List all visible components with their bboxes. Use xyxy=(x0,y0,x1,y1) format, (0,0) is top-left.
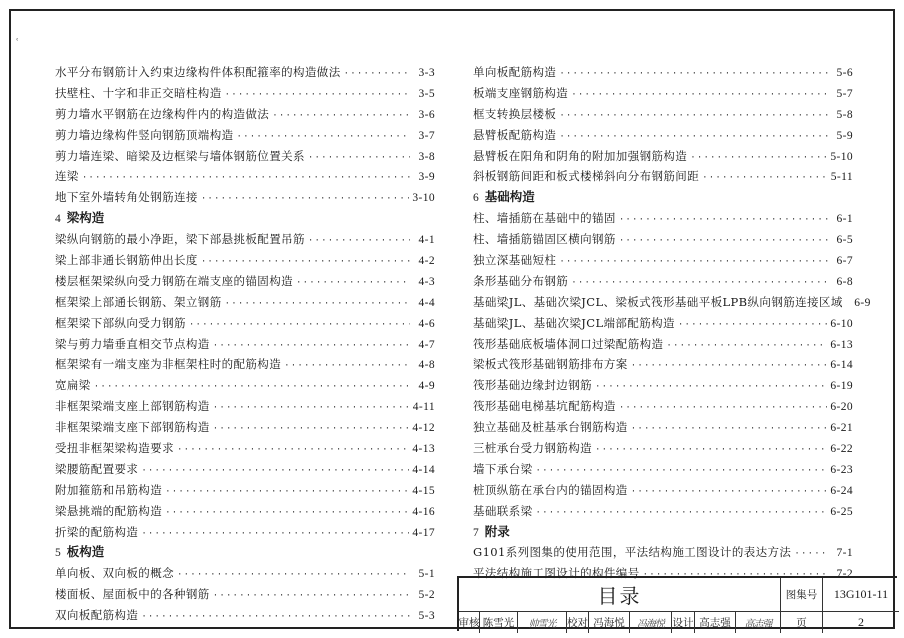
toc-entry[interactable] xyxy=(55,438,435,459)
dot-leader xyxy=(619,398,828,419)
dot-leader xyxy=(536,503,828,524)
title-block xyxy=(457,576,897,631)
entry-title: 条形基础分布钢筋 xyxy=(473,273,569,288)
entry-page: 5-1 xyxy=(418,568,435,581)
section-title: 附录 xyxy=(484,523,510,539)
toc-entry[interactable] xyxy=(55,83,435,104)
entry-page: 3-10 xyxy=(412,192,435,205)
entry-page: 4-2 xyxy=(418,255,435,268)
dot-leader xyxy=(165,482,409,503)
section-number: 4 xyxy=(55,213,61,226)
toc-entry[interactable] xyxy=(473,459,853,480)
dot-leader xyxy=(536,461,828,482)
dot-leader xyxy=(619,210,828,231)
entry-page: 5-11 xyxy=(830,171,853,184)
toc-entry[interactable] xyxy=(55,229,435,250)
toc-entry[interactable] xyxy=(473,313,853,334)
toc-entry[interactable] xyxy=(55,292,435,313)
dot-leader xyxy=(690,148,827,169)
toc-entry[interactable] xyxy=(473,271,853,292)
entry-title: 折梁的配筋构造 xyxy=(55,524,139,539)
toc-entry[interactable] xyxy=(473,166,853,187)
toc-entry[interactable] xyxy=(473,375,853,396)
toc-entry[interactable] xyxy=(55,334,435,355)
entry-page: 6-19 xyxy=(830,380,853,393)
entry-title: 桩顶纵筋在承台内的锚固构造 xyxy=(473,482,628,497)
toc-entry[interactable] xyxy=(55,396,435,417)
section-heading xyxy=(55,542,435,563)
entry-title: 剪力墙连梁、暗梁及边框梁与墙体钢筋位置关系 xyxy=(55,148,305,163)
entry-page: 4-17 xyxy=(412,526,435,539)
dot-leader xyxy=(308,231,410,252)
dot-leader xyxy=(225,294,410,315)
dot-leader xyxy=(619,231,828,252)
entry-page: 6-7 xyxy=(836,255,853,268)
entry-page: 5-3 xyxy=(418,610,435,623)
dot-leader xyxy=(296,273,410,294)
dot-leader xyxy=(201,252,410,273)
dot-leader xyxy=(82,168,410,189)
entry-page: 6-20 xyxy=(830,401,853,414)
entry-title: 水平分布钢筋计入约束边缘构件体积配箍率的构造做法 xyxy=(55,65,341,79)
entry-title: 楼层框架梁纵向受力钢筋在端支座的锚固构造 xyxy=(55,273,293,288)
entry-page: 6-10 xyxy=(830,317,853,330)
toc-entry[interactable] xyxy=(55,501,435,522)
corner-mark: ʿ xyxy=(16,38,19,48)
dot-leader xyxy=(559,252,828,273)
entry-page: 4-13 xyxy=(412,443,435,456)
entry-page: 6-25 xyxy=(830,505,853,518)
entry-title: 框架梁下部纵向受力钢筋 xyxy=(55,315,186,330)
entry-page: 5-9 xyxy=(836,129,853,142)
entry-title: 独立深基础短柱 xyxy=(473,253,557,268)
checker-signature: 冯海悦 xyxy=(630,612,672,633)
dot-leader xyxy=(201,189,410,210)
dot-leader xyxy=(141,461,409,482)
signature-row xyxy=(459,612,899,633)
reviewer-name: 陈雪光 xyxy=(480,612,518,633)
entry-page: 5-7 xyxy=(836,87,853,100)
dot-leader xyxy=(595,440,827,461)
entry-title: 单向板配筋构造 xyxy=(473,65,557,79)
entry-title: 三桩承台受力钢筋构造 xyxy=(473,441,592,456)
entry-page: 5-2 xyxy=(418,589,435,602)
entry-title: 筏形基础电梯基坑配筋构造 xyxy=(473,399,616,414)
dot-leader xyxy=(559,106,828,127)
dot-leader xyxy=(213,398,410,419)
entry-page: 3-9 xyxy=(418,171,435,184)
entry-page: 5-6 xyxy=(836,67,853,79)
entry-title: 独立基础及桩基承台钢筋构造 xyxy=(473,420,628,435)
toc-entry[interactable] xyxy=(473,334,853,355)
toc-entry[interactable] xyxy=(55,146,435,167)
dot-leader xyxy=(631,482,828,503)
entry-page: 6-13 xyxy=(830,338,853,351)
toc-entry[interactable] xyxy=(473,229,853,250)
entry-title: 框架梁上部通长钢筋、架立钢筋 xyxy=(55,294,222,309)
toc-entry[interactable] xyxy=(473,501,853,522)
toc-entry[interactable] xyxy=(55,417,435,438)
toc-entry[interactable] xyxy=(55,187,435,208)
entry-title: 基础联系梁 xyxy=(473,503,533,518)
entry-page: 4-9 xyxy=(418,380,435,393)
toc-entry[interactable] xyxy=(473,146,853,167)
dot-leader xyxy=(631,356,828,377)
entry-page: 4-4 xyxy=(418,296,435,309)
section-number: 5 xyxy=(55,547,61,560)
entry-title: 梁与剪力墙垂直相交节点构造 xyxy=(55,336,210,351)
entry-title: 板端支座钢筋构造 xyxy=(473,85,569,100)
entry-page: 5-10 xyxy=(830,150,853,163)
entry-title: 受扭非框架梁构造要求 xyxy=(55,441,174,456)
entry-page: 6-8 xyxy=(836,275,853,288)
entry-title: 筏形基础底板墙体洞口过梁配筋构造 xyxy=(473,336,664,351)
entry-title: 柱、墙插筋锚固区横向钢筋 xyxy=(473,232,616,247)
dot-leader xyxy=(213,586,410,607)
atlas-number-label: 图集号 xyxy=(781,578,823,612)
dot-leader xyxy=(571,273,828,294)
dot-leader xyxy=(559,127,828,148)
atlas-number: 13G101-11 xyxy=(823,578,899,612)
entry-title: 悬臂板配筋构造 xyxy=(473,127,557,142)
toc-entry[interactable] xyxy=(55,62,435,83)
entry-title: 梁板式筏形基础钢筋排布方案 xyxy=(473,357,628,372)
toc-entry[interactable] xyxy=(55,584,435,605)
section-title: 梁构造 xyxy=(66,210,105,226)
entry-title: 单向板、双向板的概念 xyxy=(55,566,174,581)
dot-leader xyxy=(94,377,410,398)
entry-title: 双向板配筋构造 xyxy=(55,608,139,623)
toc-entry[interactable] xyxy=(55,459,435,480)
entry-page: 4-1 xyxy=(418,234,435,247)
dot-leader xyxy=(189,315,410,336)
entry-title: 地下室外墙转角处钢筋连接 xyxy=(55,190,198,205)
entry-title: 平法结构施工图设计的构件编号 xyxy=(473,566,640,581)
entry-title: 连梁 xyxy=(55,169,79,184)
dot-leader xyxy=(225,85,410,106)
dot-leader xyxy=(559,64,828,85)
toc-entry[interactable] xyxy=(473,125,853,146)
toc-entry[interactable] xyxy=(473,354,853,375)
entry-page: 5-8 xyxy=(836,108,853,121)
toc-entry[interactable] xyxy=(55,375,435,396)
entry-title: 宽扁梁 xyxy=(55,378,91,393)
section-title: 板构造 xyxy=(66,544,105,560)
entry-title: 梁腰筋配置要求 xyxy=(55,461,139,476)
entry-page: 3-5 xyxy=(418,87,435,100)
entry-page: 4-11 xyxy=(412,401,435,414)
entry-title: 剪力墙边缘构件竖向钢筋顶端构造 xyxy=(55,127,234,142)
entry-page: 6-5 xyxy=(836,234,853,247)
entry-title: 斜板钢筋间距和板式楼梯斜向分布钢筋间距 xyxy=(473,169,700,184)
entry-page: 3-3 xyxy=(418,67,435,79)
entry-title: 柱、墙插筋在基础中的锚固 xyxy=(473,211,616,226)
entry-title: 框架梁有一端支座为非框架柱时的配筋构造 xyxy=(55,357,282,372)
section-heading xyxy=(473,187,853,208)
dot-leader xyxy=(272,106,410,127)
entry-page: 4-7 xyxy=(418,338,435,351)
toc-entry[interactable] xyxy=(55,522,435,543)
toc-entry[interactable] xyxy=(55,313,435,334)
toc-entry[interactable] xyxy=(473,104,853,125)
entry-title: 非框架梁端支座上部钢筋构造 xyxy=(55,399,210,414)
toc-entry[interactable] xyxy=(473,83,853,104)
section-number: 6 xyxy=(473,192,479,205)
designer-signature: 高志强 xyxy=(736,612,781,633)
toc-entry[interactable] xyxy=(473,417,853,438)
entry-title: 扶壁柱、十字和非正交暗柱构造 xyxy=(55,85,222,100)
entry-page: 6-1 xyxy=(836,213,853,226)
section-heading xyxy=(473,522,853,543)
toc-entry[interactable] xyxy=(55,354,435,375)
entry-title: 梁悬挑端的配筋构造 xyxy=(55,503,163,518)
entry-title: 楼面板、屋面板中的各种钢筋 xyxy=(55,587,210,602)
dot-leader xyxy=(702,168,828,189)
entry-title: 墙下承台梁 xyxy=(473,461,533,476)
toc-entry[interactable] xyxy=(473,208,853,229)
toc-entry[interactable] xyxy=(55,125,435,146)
page-label: 页 xyxy=(781,612,823,633)
toc-entry[interactable] xyxy=(55,271,435,292)
entry-page: 6-22 xyxy=(830,443,853,456)
entry-title: 剪力墙水平钢筋在边缘构件内的构造做法 xyxy=(55,106,270,121)
dot-leader xyxy=(308,148,410,169)
entry-page: 7-1 xyxy=(836,547,853,560)
dot-leader xyxy=(666,336,827,357)
entry-page: 3-7 xyxy=(418,129,435,142)
dot-leader xyxy=(571,85,828,106)
toc-entry[interactable] xyxy=(473,396,853,417)
dot-leader xyxy=(177,565,410,586)
dot-leader xyxy=(141,524,409,545)
toc-entry[interactable] xyxy=(55,480,435,501)
toc-entry[interactable] xyxy=(473,250,853,271)
entry-page: 4-16 xyxy=(412,505,435,518)
entry-title: 框支转换层楼板 xyxy=(473,106,557,121)
dot-leader xyxy=(213,419,410,440)
section-heading xyxy=(55,208,435,229)
entry-title: G101系列图集的使用范围，平法结构施工图设计的表达方法 xyxy=(473,545,792,560)
toc-entry[interactable] xyxy=(55,563,435,584)
toc-entry[interactable] xyxy=(55,250,435,271)
entry-page: 4-14 xyxy=(412,463,435,476)
check-label: 校对 xyxy=(567,612,589,633)
toc-entry[interactable] xyxy=(55,104,435,125)
entry-page: 3-8 xyxy=(418,150,435,163)
toc-entry[interactable] xyxy=(473,62,853,83)
section-title: 基础构造 xyxy=(484,189,535,205)
entry-page: 6-9 xyxy=(854,296,871,309)
dot-leader xyxy=(165,503,409,524)
review-label: 审核 xyxy=(459,612,480,633)
entry-page: 4-12 xyxy=(412,422,435,435)
designer-name: 高志强 xyxy=(695,612,736,633)
dot-leader xyxy=(344,64,410,85)
entry-page: 4-8 xyxy=(418,359,435,372)
document-title: 目录 xyxy=(459,578,781,612)
section-number: 7 xyxy=(473,526,479,539)
reviewer-signature: 帅雪光 xyxy=(518,612,567,633)
dot-leader xyxy=(631,419,828,440)
toc-right-column xyxy=(473,62,871,584)
toc-entry[interactable] xyxy=(473,542,853,563)
dot-leader xyxy=(213,336,410,357)
page-number: 2 xyxy=(858,615,864,629)
entry-title: 悬臂板在阳角和阴角的附加加强钢筋构造 xyxy=(473,148,688,163)
entry-title: 梁纵向钢筋的最小净距，梁下部悬挑板配置吊筋 xyxy=(55,232,305,247)
dot-leader xyxy=(678,315,827,336)
entry-title: 筏形基础边缘封边钢筋 xyxy=(473,378,592,393)
toc-entry[interactable] xyxy=(473,480,853,501)
entry-page: 4-6 xyxy=(418,317,435,330)
toc-entry[interactable] xyxy=(473,438,853,459)
entry-title: 非框架梁端支座下部钢筋构造 xyxy=(55,420,210,435)
dot-leader xyxy=(794,544,828,565)
toc-left-column xyxy=(55,62,435,626)
toc-entry[interactable] xyxy=(473,292,871,313)
entry-title: 附加箍筋和吊筋构造 xyxy=(55,482,163,497)
checker-name: 冯海悦 xyxy=(589,612,630,633)
dot-leader xyxy=(237,127,411,148)
entry-page: 7-2 xyxy=(836,568,853,581)
toc-entry[interactable] xyxy=(55,166,435,187)
entry-page: 4-15 xyxy=(412,484,435,497)
entry-page: 6-21 xyxy=(830,422,853,435)
dot-leader xyxy=(141,607,410,628)
entry-page: 6-14 xyxy=(830,359,853,372)
dot-leader xyxy=(595,377,827,398)
entry-page: 6-24 xyxy=(830,484,853,497)
dot-leader xyxy=(177,440,409,461)
toc-entry[interactable] xyxy=(55,605,435,626)
design-label: 设计 xyxy=(672,612,695,633)
entry-page: 6-23 xyxy=(830,463,853,476)
dot-leader xyxy=(284,356,410,377)
entry-title: 基础梁JL、基础次梁JCL、梁板式筏形基础平板LPB纵向钢筋连接区域 xyxy=(473,294,843,309)
entry-page: 3-6 xyxy=(418,108,435,121)
entry-title: 梁上部非通长钢筋伸出长度 xyxy=(55,253,198,268)
entry-page: 4-3 xyxy=(418,275,435,288)
entry-title: 基础梁JL、基础次梁JCL端部配筋构造 xyxy=(473,315,675,330)
